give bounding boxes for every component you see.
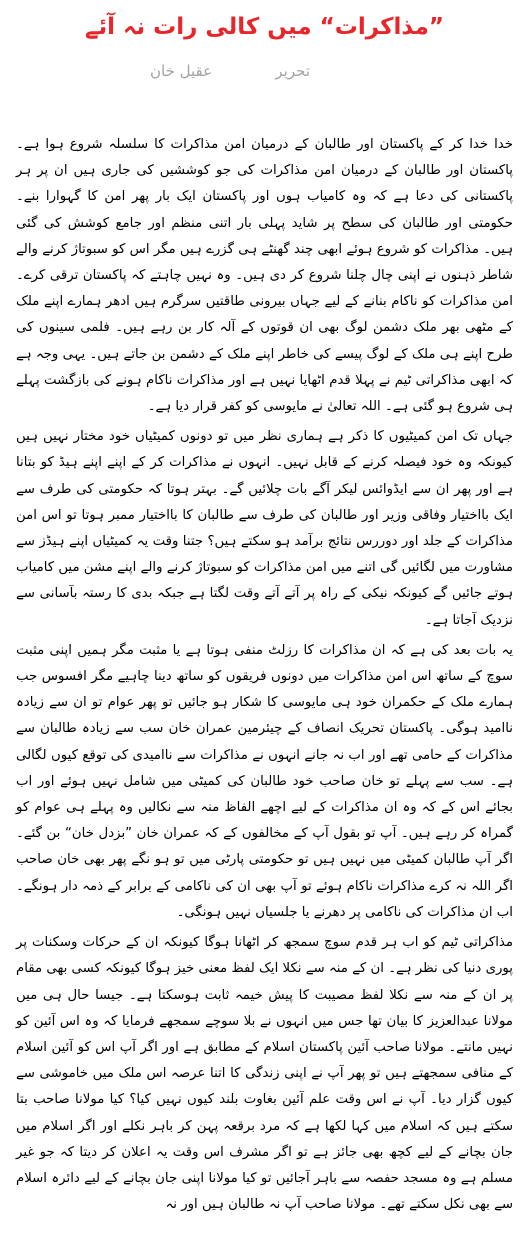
paragraph: جہاں تک امن کمیٹیوں کا ذکر ہے ہماری نظر میں تو دونوں کمیٹیاں خود مختار نہیں ہیں کیونکہ وہ خود فیصلہ کرنے کے قابل نہیں۔ انہوں نے مذاکرات کر کے اپنے اپنے ہیڈ کو بتانا ہے اور پھر ان سے ایڈوائس لیکر آگے بات چلائیں گے۔ بہتر ہوتا کہ حکومتی کی طرف سے ایک بااختیار وفاقی وزیر اور طالبان کی طرف سے طالبان کا بااختیار ممبر ہوتا تو اس امن مذاکرات کے جلد اور دوررس نتائج برآمد ہو سکتے ہیں؟ جتنا وقت یہ کمیٹیاں اپنے ہیڈز سے مشاورت میں لگائیں گی اتنے میں امن مذاکرات کو سبوتاژ کرنے والے اپنے مشن میں کامیاب ہوتے جائیں گے کیونکہ نیکی کے راہ پر آتے آتے وقت لگتا ہے جبکہ بدی کا رستہ بآسانی سے نزدیک آجاتا ہے۔ — [16, 429, 513, 628]
byline-label: تحریر — [275, 62, 310, 80]
paragraph: خدا خدا کر کے پاکستان اور طالبان کے درمیان امن مذاکرات کا سلسلہ شروع ہوا ہے۔ پاکستان اور طالبان کے درمیان امن مذاکرات کی جو کوششیں کی جاری ہیں ان پر ہر پاکستانی کی دعا ہے کہ وہ کامیاب ہوں اور پاکستان ایک بار پھر امن کا گہوارا بنے۔ حکومتی اور طالبان کی سطح پر شاید پہلی بار اتنی منظم اور جامع کوشش کی گئی ہیں۔ مذاکرات کو شروع ہوئے ابھی چند گھنٹے ہی گزرے ہیں مگر اس کو سبوتاژ کرنے والے شاطر ذہنوں نے اپنی چال چلنا شروع کر دی ہیں۔ وہ نہیں چاہتے کہ پاکستان ترقی کرے۔ امن مذاکرات کو ناکام بنانے کے لیے جہاں بیرونی طاقتیں سرگرم ہیں ادھر ہمارے اپنے ملک کے مٹھی بھر ملک دشمن لوگ بھی ان قوتوں کے آلہ کار بن رہے ہیں۔ فلمی سینوں کی طرح اپنے ہی ملک کے لوگ پیسے کی خاطر اپنے ملک کے دشمن بن جاتے ہیں۔ یہی وجہ ہے کہ ابھی مذاکراتی ٹیم نے پہلا قدم اٹھایا نہیں ہے اور مذاکرات ناکام ہونے کی بازگشت پہلے ہی شروع ہو گئی ہے۔ اللہ تعالیٰ نے مایوسی کو کفر قرار دیا ہے۔ — [16, 137, 513, 415]
byline — [150, 62, 310, 80]
article-title: ”مذاکرات“ میں کالی رات نہ آئے — [85, 14, 444, 40]
author-name: عقیل خان — [150, 62, 213, 80]
paragraph: مذاکراتی ٹیم کو اب ہر قدم سوچ سمجھ کر اٹھانا ہوگا کیونکہ ان کے حرکات وسکنات پر پوری دنیا کی نظر ہے۔ ان کے منہ سے نکلا ایک لفظ معنی خیز ہوگا کیونکہ کسی بھی مقام پر ان کے منہ سے نکلا لفظ مصیبت کا پیش خیمہ ثابت ہوسکتا ہے۔ جیسا حال ہی میں مولانا عبدالعزیز کا بیان تھا جس میں انہوں نے بلا سوچے سمجھے فرمایا کہ وہ اس آئین کو نہیں مانتے۔ مولانا صاحب آئین پاکستان اسلام کے مطابق ہے اور اگر آپ اس کو آئین اسلام کے منافی سمجھتے ہیں تو پھر آپ نے اپنی زندگی کا اتنا عرصہ اس ملک میں خاموشی سے کیوں گزار دیا۔ آپ نے اس وقت علم آئین بغاوت بلند کیوں نہیں کیا؟ کیا مولانا صاحب بتا سکتے ہیں کہ اسلام میں کہا لکھا ہے کہ مرد برقعہ پہن کر باہر نکلے اور اگر اسلام میں جان بچانے کے لیے کچھ بھی جائز ہے تو اگر مشرف اس وقت یہ اعلان کر دیتا کہ جو غیر مسلم ہے وہ مسجد حفصہ سے باہر آجائیں تو کیا مولانا اپنی جان بچانے کے لیے دائرہ اسلام سے بھی نکل سکتے تھے۔ مولانا صاحب آپ نہ طالبان ہیں اور نہ — [16, 935, 513, 1213]
article-body — [16, 132, 513, 1222]
paragraph: یہ بات بعد کی ہے کہ ان مذاکرات کا رزلٹ منفی ہوتا ہے یا مثبت مگر ہمیں اپنی مثبت سوچ کے ساتھ اس امن مذاکرات میں دونوں فریقوں کو ساتھ دینا چاہیے مگر افسوس جب ہمارے ملک کے حکمران خود ہی مایوسی کا شکار ہو جائیں تو پھر عوام تو ان سے زیادہ ناامید ہوگی۔ پاکستان تحریک انصاف کے چیئرمین عمران خان سب سے زیادہ طالبان سے مذاکرات کے حامی تھے اور اب نہ جانے انہوں نے مذاکرات سے ناامیدی کی توقع کیوں لگالی ہے۔ سب سے پہلے تو خان صاحب خود طالبان کی کمیٹی میں شامل نہیں ہوئے اور اب بجائے اس کے کہ وہ ان مذاکرات کے لیے اچھے الفاظ منہ سے نکالیں وہ پہلے ہی عوام کو گمراہ کر رہے ہیں۔ آپ تو بقول آپ کے مخالفوں کے کہ عمران خان ”بزدل خان“ بن گئے۔ اگر آپ طالبان کمیٹی میں نہیں ہیں تو حکومتی پارٹی میں تو ہو نگے پھر بھی خان صاحب اگر اللہ نہ کرے مذاکرات ناکام ہوئے تو آپ بھی ان کی ناکامی کے برابر کے ذمہ دار ہونگے۔ اب ان مذاکرات کی ناکامی پر دھرنے یا جلسیاں نہیں ہونگی۔ — [16, 642, 513, 920]
